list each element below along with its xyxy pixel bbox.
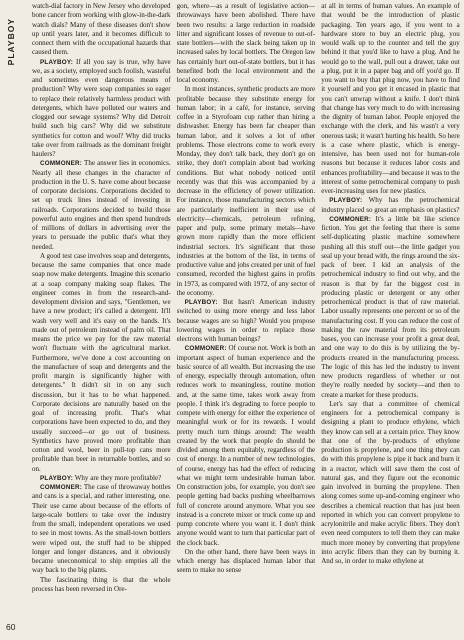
paragraph-text: gon, where—as a result of legislative action—throwaways have been abolished. There have been two results: a large reduction in roadside litter and significant losses of revenue to out-of-state bottlers—with the slack being taken up in increased sales by local bottlers. The Oregon law has certainly hurt out-of-state bottlers, but it has benefited both the local environment and the local economy. bbox=[176, 2, 316, 84]
speaker-label: PLAYBOY: bbox=[329, 197, 363, 205]
paragraph-text: A good test case involves soap and detergents, because the same companies that once made soap now make detergents. Imagine this scenario at a soap company making soap flakes. The engineer comes in from the research-and-development division and says, "Gentlemen, we have a new product; it's called a detergent. It'll wash very well and it's easy on the hands. It's made out of petroleum instead of palm oil. That means the price we pay for the raw material won't fluctuate with the agricultural market. Furthermore, we've done a cost accounting on the manufacture of soap and detergents and the profit margin is significantly higher with detergents." It didn't sit in on any such discussion, but it has to be what happened. Corporate decisions are naturally based on the goal of increasing profit. That's what corporations have been expected to do, and they usually succeed—or go out of business. Synthetics have proved more profitable than cotton and wool, beer in pull-top cans more profitable than beer in returnable bottles, and so on. bbox=[32, 251, 171, 473]
paragraph bbox=[32, 576, 171, 595]
speaker-label: COMMONER: bbox=[329, 215, 372, 223]
paragraph-text: Why has the petrochemical industry placed so great an emphasis on plastics? bbox=[321, 196, 460, 214]
paragraph bbox=[321, 2, 460, 196]
paragraph bbox=[177, 298, 316, 344]
text-column-3 bbox=[321, 2, 460, 636]
paragraph bbox=[321, 196, 460, 215]
paragraph bbox=[177, 85, 316, 298]
paragraph-text: In most instances, synthetic products are more profitable because they substitute energy for human labor; in a café, for instance, serving coffee in a Styrofoam cup rather than hiring a dishwasher. Energy has been far cheaper than human labor, and it solves a lot of other problems. Those electrons come to work every Monday, they don't talk back, they don't go on strike, they don't complain about bad working conditions. But what nobody noticed until recently was that this was accompanied by a decrease in the efficiency of power utilization. For instance, those manufacturing sectors which are particularly inefficient in their use of electricity—chemicals, petroleum refining, paper and pulp, some primary metals—have grown more rapidly than the more efficient industrial sectors. It's significant that those industries at the bottom of the list, in terms of productive value and jobs created per unit of fuel consumed, recorded the highest gains in profits in 1973, as compared with 1972, of any sector of the economy. bbox=[176, 85, 316, 297]
paragraph-text: But hasn't American industry switched to using more energy and less labor because wages are so high? Would you propose lowering wages in order to replace those electrons with human beings? bbox=[176, 298, 316, 343]
paragraph bbox=[321, 400, 460, 567]
page-number: 60 bbox=[6, 622, 16, 632]
paragraph-text: The fascinating thing is that the whole process has been reversed in Ore- bbox=[32, 575, 171, 593]
paragraph-text: Why are they more profitable? bbox=[74, 473, 162, 482]
paragraph-text: The answer lies in economics. Nearly all these changes in the character of production in the U. S. have come about because of corporate decisions. Corporations decided to set up truck lines instead of investing in railroads. Corporations decided to build those powerful auto engines and then spend hundreds of millions of dollars in advertising over the years to persuade the public that's what they needed. bbox=[32, 159, 171, 251]
text-column-2 bbox=[177, 2, 316, 636]
speaker-label: PLAYBOY: bbox=[184, 299, 218, 306]
paragraph bbox=[177, 2, 316, 85]
paragraph-text: If all you say is true, why have we, as a society, employed such foolish, wasteful and sometimes even dangerous means of production? Why were soap companies so eager to replace their relatively harmless product with detergents, which have polluted our waters and clogged our sewage systems? Why did Detroit build such big cars? Why did we substitute synthetics for cotton and wool? Why did trucks take over from railroads as the dominant freight haulers? bbox=[32, 57, 171, 158]
paragraph bbox=[177, 344, 316, 548]
paragraph bbox=[32, 159, 171, 252]
article-body bbox=[32, 2, 460, 636]
paragraph bbox=[32, 483, 171, 576]
paragraph bbox=[32, 2, 171, 58]
paragraph-text: Let's say that a committee of chemical engineers for a petrochemical company is designing a plant to produce ethylene, which they know can sell at a certain price. They know that one of the by-products of ethylene production is propylene, and one thing they can do with this propylene is pipe it back and burn it in a reactor, which will save them the cost of natural gas, and they figure out the economic gain involved in burning the propylene. Then along comes some up-and-coming engineer who describes a chemical reaction that has just been reported in which you can convert propylene to acrylonitrile and make acrylic fibers. They don't even need computers to tell them they can make much more money by converting that propylene into acrylic fibers than they can by burning it. And so, in order to make ethylene at bbox=[321, 399, 460, 565]
text-column-1 bbox=[32, 2, 171, 636]
paragraph bbox=[32, 58, 171, 160]
speaker-label: COMMONER: bbox=[184, 345, 227, 353]
paragraph-text: The case of throwaway bottles and cans is a special, and rather interesting, one. Their use came about because of the efforts of large-scale bottlers to take over the industry from the small, independent operations we used to see in most towns. As the small-town bottlers were wiped out, the stuff had to be shipped longer and longer distances, and it obviously became uneconomical to ship empties all the way back to the big plants. bbox=[32, 483, 171, 575]
paragraph-text: It's a little bit like science fiction. You get the feeling that there is some self-duplicating plastic machine somewhere pushing all this stuff out—the little gadget you seal up your bread with, the rings around the six-pack of beer. I kid an analysis of the petrochemical industry to find out why, and the reason is that by far the biggest cost in producing plastic or detergent or any other petrochemical product is that of raw material. Labor usually represents one percent or so of the manufacturing cost. If you can reduce the cost of making the raw material from its petroleum bases, you can increase your profit a great deal, and one way to do this is by utilizing the by-products created in the manufacturing process. The logic of this has led the industry to invent new products regardless of whether or not they're really needed by society—and then to create a market for these products. bbox=[321, 214, 460, 399]
speaker-label: PLAYBOY: bbox=[40, 58, 74, 66]
speaker-label: COMMONER: bbox=[40, 484, 83, 491]
speaker-label: PLAYBOY: bbox=[40, 474, 74, 482]
paragraph-text: On the other hand, there have been ways in which energy has displaced human labor that seem to make no sense bbox=[176, 547, 316, 575]
paragraph-text: watch-dial factory in New Jersey who developed bone cancer from working with glow-in-the-dark watch dials? Many of these diseases don't show up until years later, and it becomes difficult to connect them with the occupational hazards that caused them. bbox=[32, 2, 171, 57]
magazine-name: PLAYBOY bbox=[6, 18, 16, 66]
paragraph bbox=[32, 252, 171, 474]
paragraph bbox=[177, 548, 316, 576]
paragraph-text: Of course not. Work is both an important aspect of human experience and the basic source of all wealth. But increasing the use of energy, especially through automation, often reduces work to meaningless, routine motion and, at the same time, takes work away from people. I think it's degrading to force people to compete with energy for either the experience of meaningful work or for its rewards. I would pretty much turn things around: The wealth created by the work that people do should be divided among them equitably, regardless of the cost of energy. In a number of new technologies, of course, energy has had the effect of reducing what we might term undesirable human labor. On construction jobs, for example, you don't see people getting bad backs pushing wheelbarrows full of concrete around anymore. What you see instead is a concrete mixer or truck come up and pump concrete where you want it. I don't think anyone would want to turn that particular part of the clock back. bbox=[176, 344, 316, 547]
paragraph bbox=[32, 474, 171, 483]
paragraph-text: at all in terms of human values. An example of that would be the introduction of plastic packaging. Ten years ago, if you went to a hardware store to buy an electric plug, you would walk up to the counter and tell the guy behind it that you'd like to have a plug. And he would go to the wall, pull out a drawer, take out a plug, put it in a paper bag and off you'd go. If you want to buy that plug now, you have to find it yourself and you get it encased in plastic that you can't unwrap without a knife. I don't think that change has very much to do with increasing the dignity of human labor. People enjoyed the exchange with the clerk, and his wasn't a very onerous task; it wasn't hurting his health. So here is a case where plastic, which is energy-intensive, has been used not for human-role reasons but because it reduces labor costs and enhances profitability—and because it was to the interest of some petrochemical company to push ever-increasing uses for new plastics. bbox=[321, 2, 460, 195]
speaker-label: COMMONER: bbox=[40, 160, 83, 168]
paragraph bbox=[321, 215, 460, 400]
